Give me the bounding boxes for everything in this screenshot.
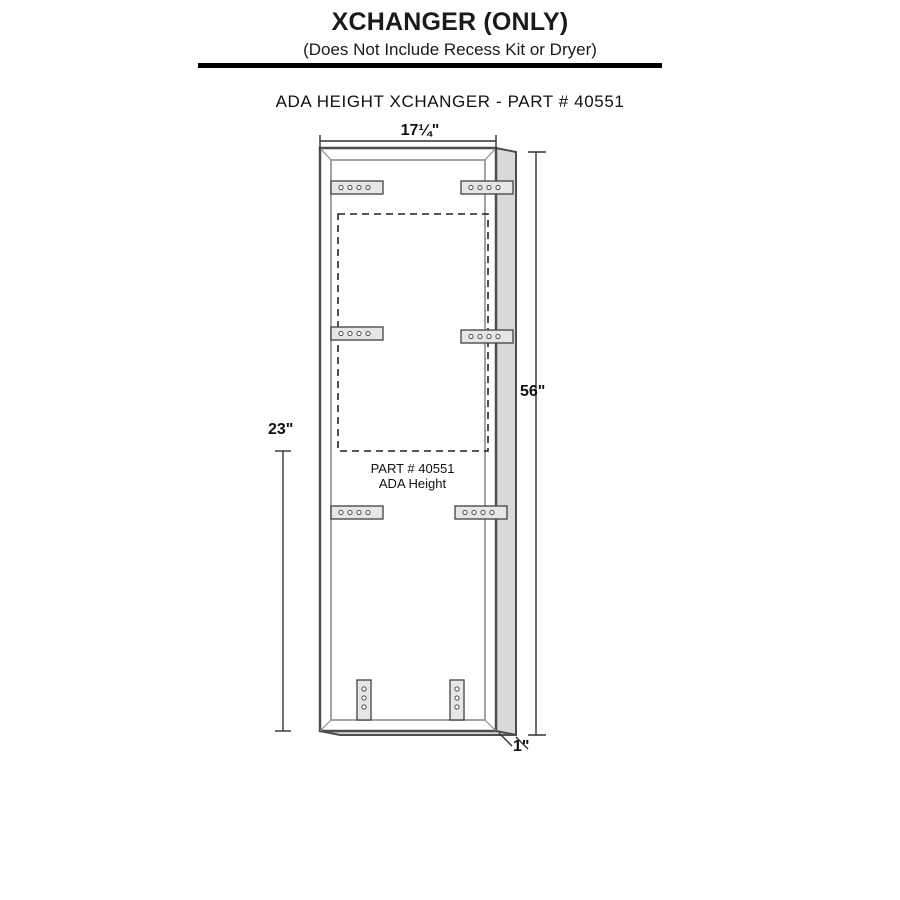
page-subtitle: (Does Not Include Recess Kit or Dryer)	[303, 40, 597, 59]
bracket-lower-right	[455, 506, 507, 519]
part-caption: ADA HEIGHT XCHANGER - PART # 40551	[275, 92, 625, 111]
dimension-label-depth: 1"	[513, 738, 530, 755]
bracket-top-left	[331, 181, 383, 194]
inner-panel-part-number: PART # 40551	[370, 461, 455, 476]
dimension-height-lower	[275, 451, 291, 731]
cabinet-inner-frame	[331, 160, 485, 720]
dimension-label-height: 56"	[520, 383, 546, 400]
bracket-top-right	[461, 181, 513, 194]
dimension-label-lower-height: 23"	[268, 421, 294, 438]
dimension-height-total	[528, 152, 546, 735]
bracket-foot-right	[450, 680, 464, 720]
bracket-mid-right	[461, 330, 513, 343]
dimension-label-width: 17¼"	[400, 122, 440, 139]
bracket-foot-left	[357, 680, 371, 720]
inner-panel-height-note: ADA Height	[378, 476, 447, 491]
bracket-mid-left	[331, 327, 383, 340]
cabinet-side-face	[496, 148, 516, 735]
page-title: XCHANGER (ONLY)	[331, 8, 569, 36]
bracket-lower-left	[331, 506, 383, 519]
